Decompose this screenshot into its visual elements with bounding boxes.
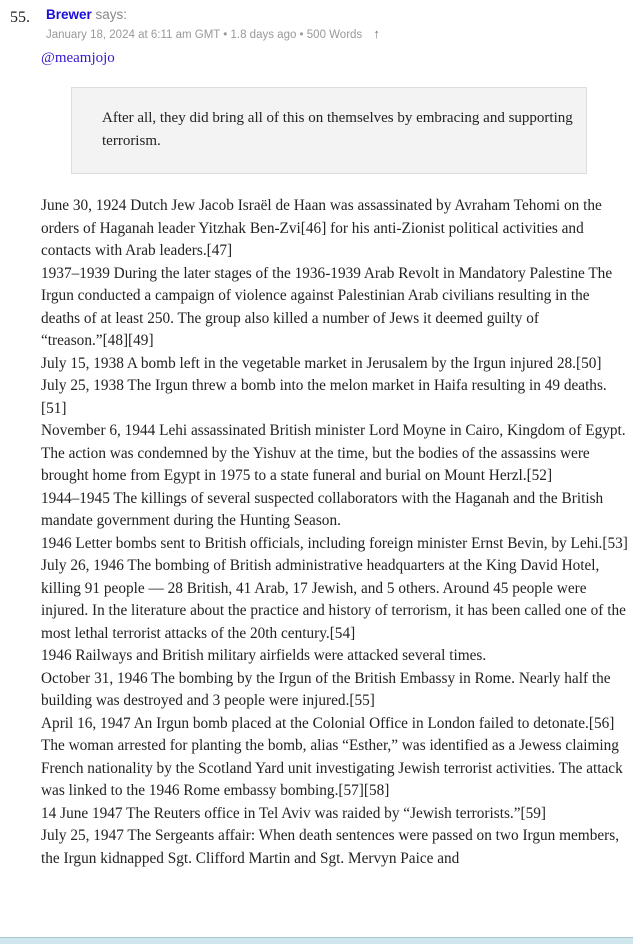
comment-body — [41, 195, 629, 870]
comment-paragraph: 1937–1939 During the later stages of the 1936-1939 Arab Revolt in Mandatory Palestine The Irgun conducted a campaign of violence against Palestinian Arab civilians resulting in the deaths of at least 250. The group also killed a number of Jews it deemed guilty of “treason.”[48][49] — [41, 264, 613, 349]
blockquote: After all, they did bring all of this on themselves by embracing and supporting terrorism. — [71, 87, 587, 174]
says-label: says: — [95, 7, 128, 22]
comment-paragraph: April 16, 1947 An Irgun bomb placed at the Colonial Office in London failed to detonate.[56] The woman arrested for planting the bomb, alias “Esther,” was identified as a Jewess claiming French nationality by the Scotland Yard unit investigating Jewish terrorist activities. The attack was linked to the 1946 Rome embassy bombing.[57][58] — [41, 714, 623, 799]
comment-paragraph: November 6, 1944 Lehi assassinated British minister Lord Moyne in Cairo, Kingdom of Egypt. The action was condemned by the Yishuv at the time, but the bodies of the assassins were brought home from Egypt in 1975 to a state funeral and burial on Mount Herzl.[52] — [41, 422, 626, 484]
comment-author-line — [46, 7, 127, 22]
comment-number: 55. — [10, 9, 30, 26]
bottom-bar — [0, 937, 633, 944]
comment-paragraph: 1946 Letter bombs sent to British officials, including foreign minister Ernst Bevin, by Lehi.[53] — [41, 534, 628, 552]
comment-paragraph: 1944–1945 The killings of several suspected collaborators with the Haganah and the British mandate government during the Hunting Season. — [41, 489, 604, 529]
comment-timestamp[interactable]: January 18, 2024 at 6:11 am GMT • 1.8 days ago • 500 Words — [46, 29, 363, 41]
comment-paragraph: October 31, 1946 The bombing by the Irgun of the British Embassy in Rome. Nearly half the building was destroyed and 3 people were injured.[55] — [41, 669, 611, 709]
author-link[interactable]: Brewer — [46, 7, 92, 22]
arrow-up-icon[interactable]: ↑ — [373, 26, 380, 41]
comment-paragraph: 1946 Railways and British military airfields were attacked several times. — [41, 647, 487, 664]
comment-paragraph: July 25, 1938 The Irgun threw a bomb into the melon market in Haifa resulting in 49 deaths.[51] — [41, 377, 607, 417]
mention-link[interactable]: @meamjojo — [41, 50, 115, 66]
comment-paragraph: July 25, 1947 The Sergeants affair: When death sentences were passed on two Irgun members, the Irgun kidnapped Sgt. Clifford Martin and Sgt. Mervyn Paice and — [41, 827, 620, 867]
comment-paragraph: 14 June 1947 The Reuters office in Tel Aviv was raided by “Jewish terrorists.”[59] — [41, 804, 547, 822]
comment-paragraph: July 15, 1938 A bomb left in the vegetable market in Jerusalem by the Irgun injured 28.[50] — [41, 354, 602, 372]
comment-paragraph: June 30, 1924 Dutch Jew Jacob Israël de Haan was assassinated by Avraham Tehomi on the orders of Haganah leader Yitzhak Ben-Zvi[46] for his anti-Zionist political activities and contacts with Arab leaders.[47] — [41, 197, 602, 259]
comment-paragraph: July 26, 1946 The bombing of British administrative headquarters at the King David Hotel, killing 91 people — 28 British, 41 Arab, 17 Jewish, and 5 others. Around 45 people were injured. In the literature about the practice and history of terrorism, it has been called one of the most lethal terrorist attacks of the 20th century.[54] — [41, 557, 626, 642]
comment-meta — [46, 26, 380, 41]
